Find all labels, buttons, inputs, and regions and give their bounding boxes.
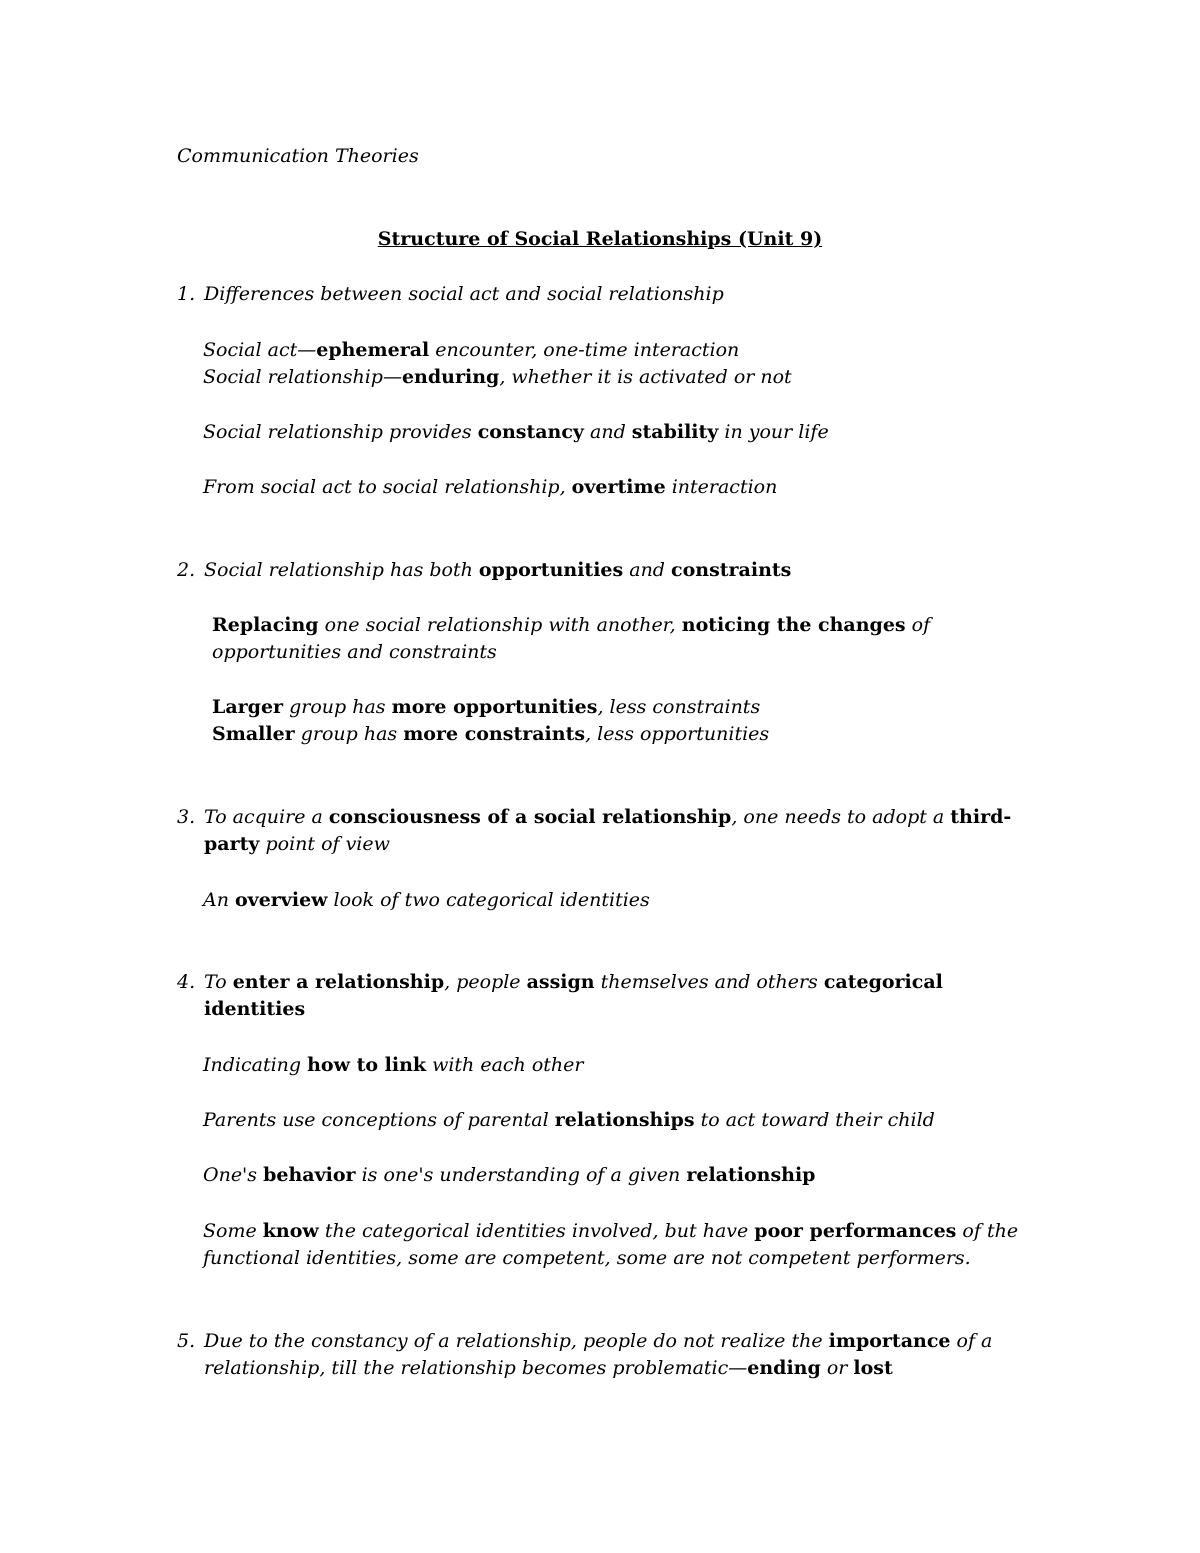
italic-text: of a [950, 1330, 993, 1352]
italic-text: is one's understanding of a given [355, 1164, 687, 1186]
paragraph [203, 474, 1043, 501]
bold-text: constraints [671, 559, 792, 581]
italic-text: of the [956, 1220, 1019, 1242]
italic-text: Social act— [203, 339, 317, 361]
italic-text: and [583, 421, 632, 443]
italic-text: , less constraints [597, 696, 761, 718]
text-line [203, 1162, 1043, 1189]
italic-text: , whether it is activated or not [499, 366, 792, 388]
italic-text: Differences between social act and social relationship [204, 283, 724, 305]
text-line [203, 1107, 1043, 1134]
bold-text: relationships [554, 1109, 695, 1131]
text-line [204, 1328, 1054, 1355]
bold-text: overview [235, 889, 328, 911]
list-number: 2. [177, 559, 196, 581]
italic-text: in your life [718, 421, 829, 443]
paragraph [203, 1107, 1043, 1134]
paragraph [203, 419, 1043, 446]
italic-text: the categorical identities involved, but have [318, 1220, 755, 1242]
list-number: 1. [177, 283, 196, 305]
text-line [204, 804, 1054, 831]
bold-text: know [262, 1220, 319, 1242]
bold-text: enduring [401, 366, 500, 388]
italic-text: encounter, one-time interaction [429, 339, 740, 361]
bold-text: constancy [477, 421, 584, 443]
italic-text: with each other [426, 1054, 584, 1076]
bold-text: importance [828, 1330, 951, 1352]
paragraph [203, 337, 1043, 391]
italic-text: Due to the constancy of a relationship, people do not realize the [204, 1330, 829, 1352]
list-number: 3. [177, 806, 196, 828]
italic-text: From social act to social relationship, [203, 476, 572, 498]
paragraph [203, 1162, 1043, 1189]
paragraph [203, 1218, 1043, 1272]
text-line [212, 721, 1052, 748]
text-line [203, 419, 1043, 446]
italic-text: or [820, 1357, 854, 1379]
bold-text: Larger [212, 696, 284, 718]
bold-text: identities [204, 998, 306, 1020]
bold-text: more opportunities [391, 696, 598, 718]
bold-text: poor performances [754, 1220, 957, 1242]
italic-text: Indicating [203, 1054, 308, 1076]
italic-text: opportunities and constraints [212, 641, 497, 663]
item-heading [204, 804, 1054, 858]
italic-text: group has [283, 696, 392, 718]
bold-text: behavior [263, 1164, 356, 1186]
italic-text: functional identities, some are competent, some are not competent performers. [203, 1247, 971, 1269]
text-line [203, 887, 1043, 914]
list-number: 4. [177, 971, 196, 993]
italic-text: Social relationship provides [203, 421, 478, 443]
italic-text: point of view [259, 833, 390, 855]
bold-text: relationship [686, 1164, 816, 1186]
bold-text: how to link [307, 1054, 427, 1076]
bold-text: enter a relationship [232, 971, 445, 993]
paragraph [203, 887, 1043, 914]
bold-text: categorical [823, 971, 943, 993]
text-line [212, 639, 1052, 666]
italic-text: , people [444, 971, 527, 993]
text-line [204, 557, 1054, 584]
bold-text: more constraints [403, 723, 586, 745]
italic-text: Social relationship— [203, 366, 402, 388]
bold-text: assign [526, 971, 595, 993]
italic-text: Parents use conceptions of parental [203, 1109, 555, 1131]
italic-text: An [203, 889, 235, 911]
italic-text: look of two categorical identities [327, 889, 650, 911]
bold-text: party [204, 833, 260, 855]
italic-text: One's [203, 1164, 264, 1186]
text-line [204, 831, 1054, 858]
list-number: 5. [177, 1330, 196, 1352]
italic-text: , less opportunities [585, 723, 770, 745]
bold-text: lost [853, 1357, 893, 1379]
italic-text: To [204, 971, 233, 993]
paragraph [212, 612, 1052, 666]
text-line [212, 694, 1052, 721]
italic-text: one social relationship with another, [318, 614, 682, 636]
bold-text: Replacing [212, 614, 319, 636]
bold-text: Smaller [212, 723, 295, 745]
italic-text: Social relationship has both [204, 559, 479, 581]
text-line [203, 1052, 1043, 1079]
paragraph [212, 694, 1052, 748]
item-heading [204, 1328, 1054, 1382]
text-line [203, 474, 1043, 501]
paragraph [203, 1052, 1043, 1079]
bold-text: stability [631, 421, 719, 443]
italic-text: themselves and others [594, 971, 824, 993]
page-title: Structure of Social Relationships (Unit 9) [377, 228, 823, 250]
bold-text: ephemeral [316, 339, 430, 361]
item-heading [204, 557, 1054, 584]
course-header: Communication Theories [177, 145, 419, 167]
italic-text: relationship, till the relationship becomes problematic— [204, 1357, 748, 1379]
bold-text: third- [950, 806, 1012, 828]
bold-text: ending [747, 1357, 821, 1379]
text-line [203, 364, 1043, 391]
text-line [203, 1245, 1043, 1272]
text-line [204, 281, 1054, 308]
italic-text: and [623, 559, 672, 581]
italic-text: Some [203, 1220, 263, 1242]
text-line [204, 969, 1054, 996]
italic-text: group has [294, 723, 404, 745]
bold-text: overtime [571, 476, 666, 498]
text-line [203, 1218, 1043, 1245]
text-line [212, 612, 1052, 639]
italic-text: to act toward their child [694, 1109, 935, 1131]
italic-text: , one needs to adopt a [731, 806, 951, 828]
text-line [204, 996, 1054, 1023]
italic-text: of [905, 614, 931, 636]
item-heading [204, 281, 1054, 308]
text-line [204, 1355, 1054, 1382]
item-heading [204, 969, 1054, 1023]
bold-text: consciousness of a social relationship [328, 806, 732, 828]
bold-text: opportunities [478, 559, 624, 581]
italic-text: To acquire a [204, 806, 329, 828]
italic-text: interaction [665, 476, 778, 498]
text-line [203, 337, 1043, 364]
bold-text: noticing the changes [681, 614, 906, 636]
